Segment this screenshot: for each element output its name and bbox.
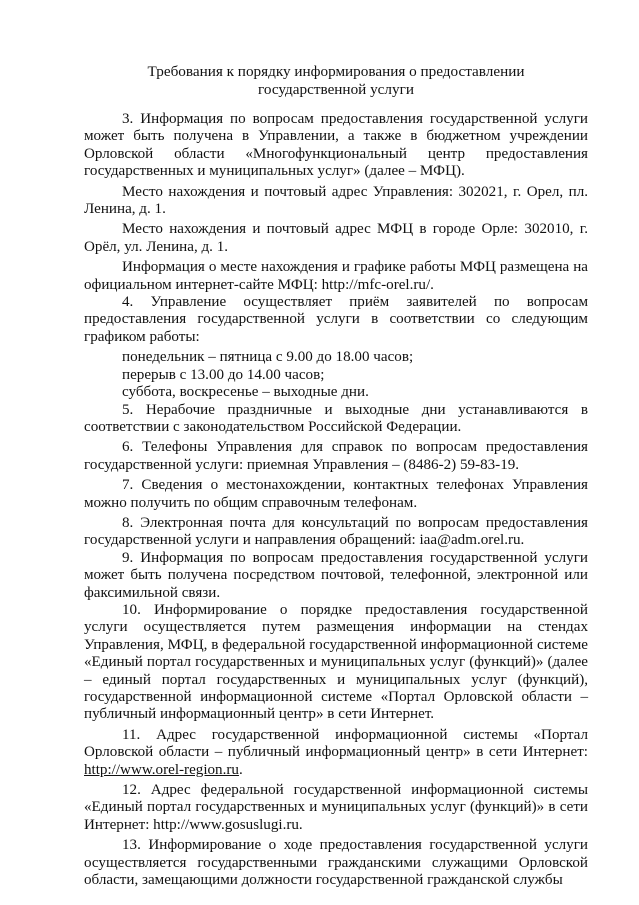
paragraph-12: 12. Адрес федеральной государственной информационной системы «Единый портал государственных и муниципальных услуг (функций)» в сети Интернет: http://www.gosuslugi.ru. [84,782,588,833]
paragraph-9: 9. Информация по вопросам предоставления государственной услуги может быть получена посредством почтовой, телефонной, электронной или факсимильной связи. [84,549,588,601]
paragraph-7: 7. Сведения о местонахождении, контактных телефонах Управления можно получить по общим справочным телефонам. [84,477,588,511]
paragraph-5: 5. Нерабочие праздничные и выходные дни устанавливаются в соответствии с законодательством Российской Федерации. [84,401,588,435]
paragraph-3-address-upravlenie: Место нахождения и почтовый адрес Управления: 302021, г. Орел, пл. Ленина, д. 1. [84,183,588,218]
schedule-line-3: суббота, воскресенье – выходные дни. [122,384,369,401]
paragraph-11-text: 11. Адрес государственной информационной системы «Портал Орловской области – публичный информационный центр» в сети Интернет: [84,726,588,761]
paragraph-4: 4. Управление осуществляет приём заявителей по вопросам предоставления государственной услуги в соответствии со следующим графиком работы: [84,294,588,345]
document-title [84,63,588,98]
paragraph-3: 3. Информация по вопросам предоставления государственной услуги может быть получена в Управлении, а также в бюджетном учреждении Орловской области «Многофункциональный центр предоставления государственных и муниципальных услуг» (далее – МФЦ). [84,111,588,180]
paragraph-3-mfc-site: Информация о месте нахождения и графике работы МФЦ размещена на официальном интернет-сайте МФЦ: http://mfc-orel.ru/. [84,259,588,293]
schedule-line-2: перерыв с 13.00 до 14.00 часов; [122,366,325,383]
paragraph-10: 10. Информирование о порядке предоставления государственной услуги осуществляется путем размещения информации на стендах Управления, МФЦ, в федеральной государственной информационной системе «Единый портал государственных и муниципальных услуг (функций)» (далее – единый портал государственных и муниципальных услуг (функций), государственной информационной системе «Портал Орловской области – публичный информационный центр» в сети Интернет. [84,601,588,723]
schedule-line-1: понедельник – пятница с 9.00 до 18.00 часов; [122,349,414,366]
paragraph-3-address-mfc: Место нахождения и почтовый адрес МФЦ в городе Орле: 302010, г. Орёл, ул. Ленина, д. 1. [84,221,588,255]
paragraph-6: 6. Телефоны Управления для справок по вопросам предоставления государственной услуги: приемная Управления – (8486-2) 59-83-19. [84,439,588,473]
document-body [84,111,588,889]
title-line-2: государственной услуги [258,80,414,98]
paragraph-11-end: . [238,761,243,778]
orel-region-link[interactable]: http://www.orel-region.ru [84,761,239,778]
paragraph-11 [84,727,588,779]
title-line-1: Требования к порядку информирования о предоставлении [147,63,525,80]
paragraph-8: 8. Электронная почта для консультаций по вопросам предоставления государственной услуги и направления обращений: iaa@adm.orel.ru. [84,514,588,549]
paragraph-13: 13. Информирование о ходе предоставления государственной услуги осуществляется государственными гражданскими служащими Орловской области, замещающими должности государственной гражданской службы [84,837,588,889]
